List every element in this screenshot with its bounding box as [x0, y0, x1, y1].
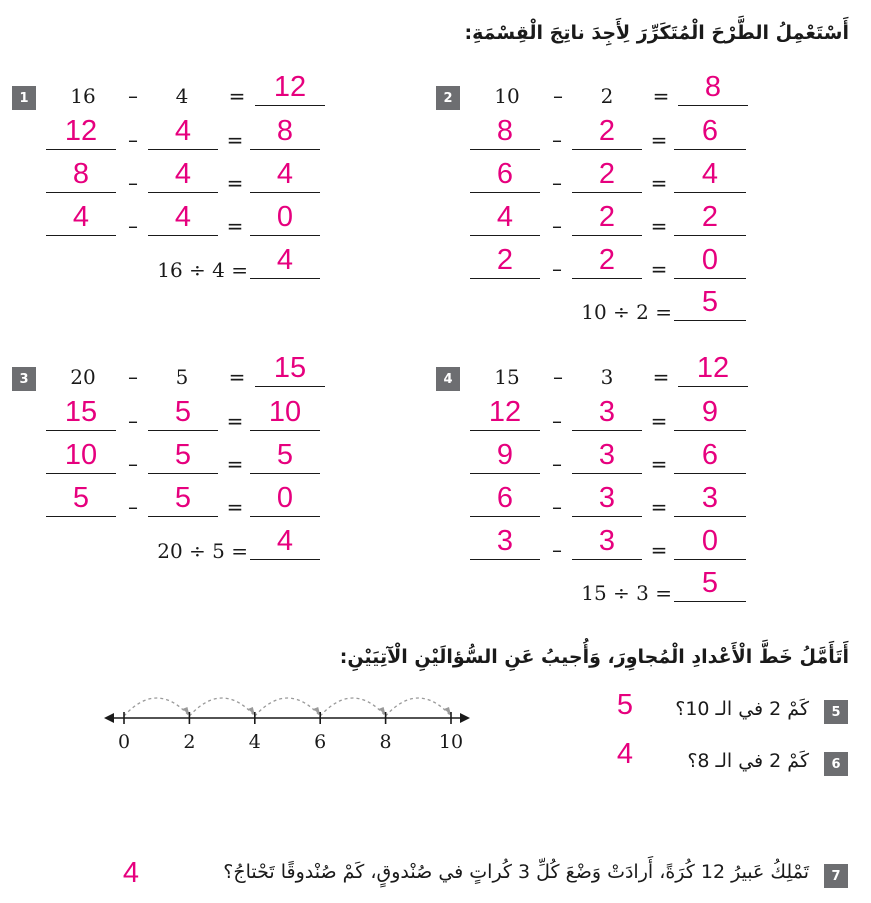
equals-sign: =: [652, 365, 670, 389]
question-badge: 5: [824, 700, 848, 724]
problem-badge: 4: [436, 367, 460, 391]
answer-blank[interactable]: 2: [572, 159, 642, 193]
minus-sign: –: [552, 495, 562, 519]
answer-blank[interactable]: 9: [674, 397, 746, 431]
minus-sign: –: [128, 84, 138, 108]
question-badge: 7: [824, 864, 848, 888]
minus-sign: –: [552, 257, 562, 281]
answer-blank[interactable]: 8: [678, 72, 748, 106]
start-number: 16: [70, 84, 96, 108]
answer-blank[interactable]: 12: [678, 353, 748, 387]
equals-sign: =: [650, 538, 668, 562]
division-expression: 20 ÷ 5 =: [157, 539, 248, 563]
divisor: 2: [600, 84, 614, 108]
equals-sign: =: [652, 84, 670, 108]
number-line-label: 2: [183, 731, 196, 753]
equals-sign: =: [650, 257, 668, 281]
question-text: تَمْلِكُ عَبيرُ 12 كُرَةً، أَرادَتْ وَضْعَ كُلِّ 3 كُراتٍ في صُنْدوقٍ، كَمْ صُنْدوقًا تَحْتاجُ؟: [223, 861, 809, 883]
minus-sign: –: [552, 171, 562, 195]
right-arrow-icon: [460, 713, 470, 723]
answer-blank[interactable]: 15: [46, 397, 116, 431]
answer-blank[interactable]: 3: [470, 526, 540, 560]
number-line-hops: [124, 698, 451, 716]
instruction-numberline: أَتَأَمَّلُ خَطَّ الْأَعْدادِ الْمُجاوِرَ، وَأُجيبُ عَنِ السُّؤالَيْنِ الْآتِيَيْنِ:: [339, 646, 849, 668]
equals-sign: =: [228, 365, 246, 389]
minus-sign: –: [128, 128, 138, 152]
left-arrow-icon: [104, 713, 114, 723]
hop-arrowhead-icon: [444, 707, 451, 715]
question-answer[interactable]: 4: [616, 738, 634, 770]
answer-blank[interactable]: 8: [470, 116, 540, 150]
equals-sign: =: [650, 409, 668, 433]
equals-sign: =: [650, 171, 668, 195]
equals-sign: =: [650, 128, 668, 152]
answer-blank[interactable]: 5: [148, 483, 218, 517]
divisor: 3: [600, 365, 614, 389]
question-answer[interactable]: 4: [122, 857, 140, 889]
answer-blank[interactable]: 10: [46, 440, 116, 474]
number-line-label: 10: [438, 731, 464, 753]
answer-blank[interactable]: 8: [250, 116, 320, 150]
answer-blank[interactable]: 4: [46, 202, 116, 236]
start-number: 15: [494, 365, 520, 389]
answer-blank[interactable]: 2: [572, 116, 642, 150]
problem-badge: 1: [12, 86, 36, 110]
answer-blank[interactable]: 6: [674, 116, 746, 150]
start-number: 10: [494, 84, 520, 108]
answer-blank[interactable]: 3: [572, 526, 642, 560]
minus-sign: –: [553, 84, 563, 108]
answer-blank[interactable]: 0: [250, 483, 320, 517]
answer-blank[interactable]: 6: [674, 440, 746, 474]
answer-blank[interactable]: 5: [46, 483, 116, 517]
answer-blank[interactable]: 6: [470, 483, 540, 517]
minus-sign: –: [552, 214, 562, 238]
number-line-hop: [386, 698, 451, 716]
answer-blank[interactable]: 4: [674, 159, 746, 193]
answer-blank[interactable]: 0: [674, 245, 746, 279]
quotient-blank[interactable]: 5: [674, 287, 746, 321]
answer-blank[interactable]: 4: [148, 159, 218, 193]
answer-blank[interactable]: 12: [470, 397, 540, 431]
question-badge: 6: [824, 752, 848, 776]
division-expression: 10 ÷ 2 =: [581, 300, 672, 324]
number-line-label: 6: [314, 731, 327, 753]
number-line: [100, 680, 480, 760]
instruction-subtraction: أَسْتَعْمِلُ الطَّرْحَ الْمُتَكَرِّرَ لِأَجِدَ ناتِجَ الْقِسْمَةِ:: [464, 22, 849, 44]
number-line-hop: [189, 698, 254, 716]
equals-sign: =: [226, 409, 244, 433]
number-line-hop: [255, 698, 320, 716]
start-number: 20: [70, 365, 96, 389]
division-expression: 16 ÷ 4 =: [157, 258, 248, 282]
answer-blank[interactable]: 0: [674, 526, 746, 560]
divisor: 5: [175, 365, 189, 389]
equals-sign: =: [226, 171, 244, 195]
problem-badge: 2: [436, 86, 460, 110]
equals-sign: =: [226, 495, 244, 519]
number-line-label: 4: [248, 731, 261, 753]
answer-blank[interactable]: 2: [674, 202, 746, 236]
question-text: كَمْ 2 في الـ 8؟: [687, 750, 809, 772]
equals-sign: =: [226, 214, 244, 238]
answer-blank[interactable]: 5: [148, 440, 218, 474]
quotient-blank[interactable]: 5: [674, 568, 746, 602]
equals-sign: =: [650, 214, 668, 238]
minus-sign: –: [553, 365, 563, 389]
quotient-blank[interactable]: 4: [250, 526, 320, 560]
answer-blank[interactable]: 3: [572, 440, 642, 474]
answer-blank[interactable]: 10: [250, 397, 320, 431]
question-text: كَمْ 2 في الـ 10؟: [675, 698, 809, 720]
equals-sign: =: [226, 128, 244, 152]
minus-sign: –: [128, 365, 138, 389]
hop-arrowhead-icon: [248, 707, 255, 715]
minus-sign: –: [552, 538, 562, 562]
answer-blank[interactable]: 2: [470, 245, 540, 279]
equals-sign: =: [650, 452, 668, 476]
minus-sign: –: [128, 171, 138, 195]
answer-blank[interactable]: 6: [470, 159, 540, 193]
number-line-label: 0: [117, 731, 131, 753]
hop-arrowhead-icon: [182, 707, 189, 715]
divisor: 4: [175, 84, 189, 108]
answer-blank[interactable]: 3: [572, 483, 642, 517]
number-line-hop: [320, 698, 385, 716]
equals-sign: =: [228, 84, 246, 108]
answer-blank[interactable]: 12: [46, 116, 116, 150]
minus-sign: –: [128, 214, 138, 238]
problem-badge: 3: [12, 367, 36, 391]
hop-arrowhead-icon: [313, 707, 320, 715]
answer-blank[interactable]: 2: [572, 245, 642, 279]
answer-blank[interactable]: 12: [255, 72, 325, 106]
answer-blank[interactable]: 4: [470, 202, 540, 236]
number-line-hop: [124, 698, 189, 716]
hop-arrowhead-icon: [379, 707, 386, 715]
answer-blank[interactable]: 5: [148, 397, 218, 431]
division-expression: 15 ÷ 3 =: [581, 581, 672, 605]
answer-blank[interactable]: 5: [250, 440, 320, 474]
answer-blank[interactable]: 0: [250, 202, 320, 236]
answer-blank[interactable]: 3: [674, 483, 746, 517]
quotient-blank[interactable]: 4: [250, 245, 320, 279]
minus-sign: –: [128, 452, 138, 476]
minus-sign: –: [552, 452, 562, 476]
answer-blank[interactable]: 2: [572, 202, 642, 236]
equals-sign: =: [650, 495, 668, 519]
answer-blank[interactable]: 8: [46, 159, 116, 193]
minus-sign: –: [128, 409, 138, 433]
answer-blank[interactable]: 9: [470, 440, 540, 474]
answer-blank[interactable]: 4: [148, 202, 218, 236]
minus-sign: –: [552, 409, 562, 433]
answer-blank[interactable]: 4: [250, 159, 320, 193]
equals-sign: =: [226, 452, 244, 476]
minus-sign: –: [128, 495, 138, 519]
number-line-label: 8: [379, 731, 392, 753]
answer-blank[interactable]: 15: [255, 353, 325, 387]
minus-sign: –: [552, 128, 562, 152]
answer-blank[interactable]: 3: [572, 397, 642, 431]
answer-blank[interactable]: 4: [148, 116, 218, 150]
question-answer[interactable]: 5: [616, 689, 634, 721]
